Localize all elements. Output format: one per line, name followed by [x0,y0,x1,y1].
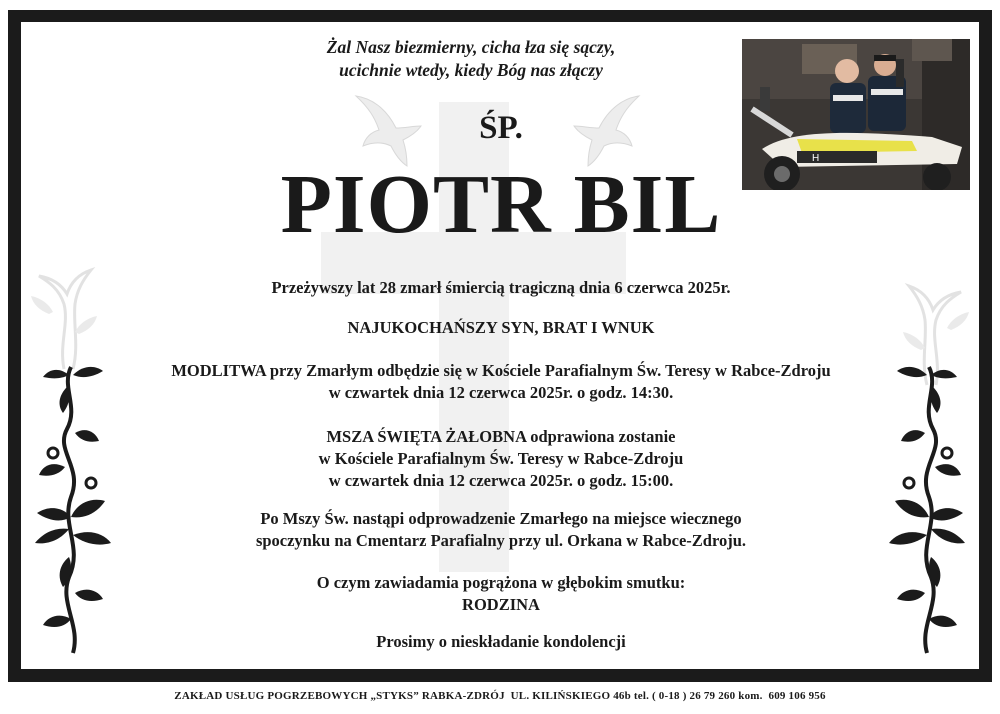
mass-text: odprawiona zostanie [526,427,676,446]
burial-line: spoczynku na Cmentarz Parafialny przy ul. Orkana w Rabce-Zdroju. [255,531,747,550]
prayer-section [81,360,921,404]
verse-line: Żal Nasz biezmierny, cicha łza się sączy, [326,37,616,57]
funeral-home-footer: ZAKŁAD USŁUG POGRZEBOWYCH „STYKS” RABKA-ZDRÓJ UL. KILIŃSKIEGO 46b tel. ( 0-18 ) 26 79 260 kom. 609 106 956 [174,690,826,702]
mass-section [81,426,921,492]
age-statement: Przeżywszy lat 28 zmarł śmiercią tragiczną dnia 6 czerwca 2025r. [271,278,731,297]
svg-text:H: H [812,153,820,164]
condolences-request: Prosimy o nieskładanie kondolencji [376,632,626,651]
deceased-name: PIOTR BIL [280,158,722,251]
announcement-section [81,572,921,616]
family-signature: RODZINA [462,595,540,614]
prayer-line [81,360,921,382]
portrait-photo [742,39,970,190]
verse-line: ucichnie wtedy, kiedy Bóg nas złączy [339,60,603,80]
burial-line: Po Mszy Św. nastąpi odprowadzenie Zmarłego na miejsce wiecznego [260,509,742,528]
prayer-label: MODLITWA [171,361,266,380]
obituary-notice [21,22,979,669]
announcement-line: O czym zawiadamia pogrążona w głębokim smutku: [316,573,686,592]
honorific: ŚP. [479,110,523,146]
mass-date: w czwartek dnia 12 czerwca 2025r. o godz. 15:00. [328,471,674,490]
mass-label: MSZA ŚWIĘTA ŻAŁOBNA [326,427,527,446]
prayer-text: przy Zmarłym odbędzie się w Kościele Parafialnym Św. Teresy w Rabce-Zdroju [265,361,831,380]
mass-location: w Kościele Parafialnym Św. Teresy w Rabce-Zdroju [318,449,684,468]
memorial-verse [291,36,651,82]
family-relations: NAJUKOCHAŃSZY SYN, BRAT I WNUK [347,318,655,337]
prayer-date: w czwartek dnia 12 czerwca 2025r. o godz. 14:30. [328,383,674,402]
mass-line [81,426,921,448]
burial-section [81,508,921,552]
